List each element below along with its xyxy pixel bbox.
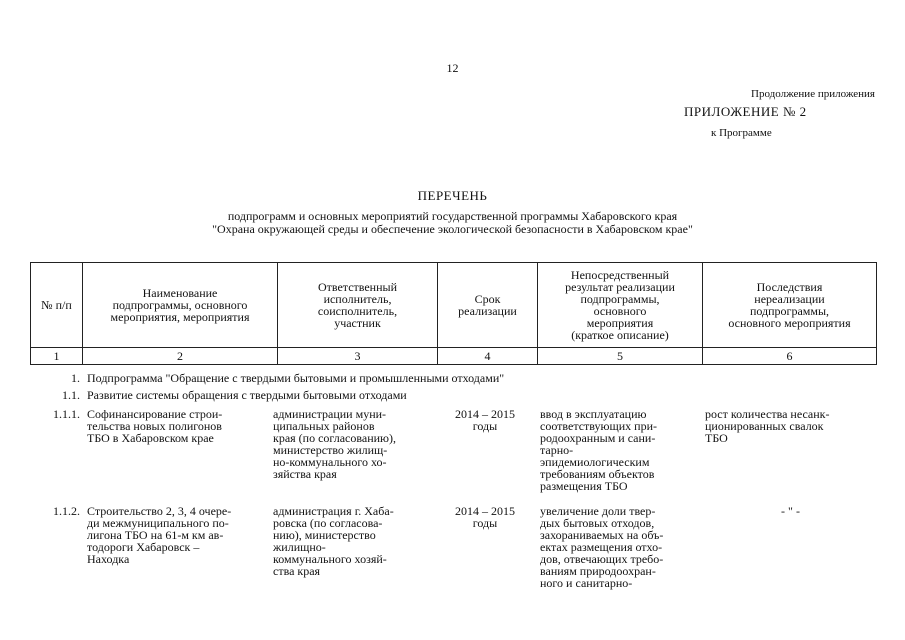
- column-header-line: участник: [334, 316, 381, 330]
- column-number: 5: [538, 348, 703, 365]
- column-header-line: мероприятия, мероприятия: [110, 310, 250, 324]
- cell-line: годы: [472, 516, 498, 530]
- cell-line: коммунального хозяй-: [273, 552, 387, 566]
- cell-line: дых бытовых отходов,: [540, 516, 655, 530]
- header-row: [31, 263, 877, 348]
- column-header: [703, 263, 877, 348]
- column-header-line: мероприятия: [586, 316, 654, 330]
- cell-line: соответствующих при-: [540, 419, 658, 433]
- row-number: 1.1.: [62, 388, 80, 402]
- column-header: [31, 263, 83, 348]
- cell-line: ввод в эксплуатацию: [540, 407, 647, 421]
- column-header-line: подпрограммы,: [749, 304, 830, 318]
- column-header-line: Ответственный: [317, 280, 398, 294]
- cell-line: ди межмуниципального по-: [87, 516, 229, 530]
- cell-line: ционированных свалок: [705, 419, 824, 433]
- cell-line: ства края: [273, 564, 321, 578]
- column-number-row: [31, 348, 877, 365]
- cell-line: жилищно-: [273, 540, 326, 554]
- term: [435, 505, 535, 529]
- column-header-line: подпрограммы, основного: [112, 298, 248, 312]
- cell-line: ного и санитарно-: [540, 576, 633, 590]
- column-number: 1: [31, 348, 83, 365]
- column-header-line: реализации: [458, 304, 517, 318]
- table-body: [30, 372, 876, 605]
- column-header-line: Срок: [474, 292, 501, 306]
- column-header-line: результат реализации: [565, 280, 675, 294]
- consequence: [705, 505, 876, 517]
- cell-line: захораниваемых на объ-: [540, 528, 664, 542]
- cell-line: ектах размещения отхо-: [540, 540, 663, 554]
- column-header-line: (краткое описание): [571, 328, 669, 342]
- subtitle-line: подпрограмм и основных мероприятий государственной программы Хабаровского края: [227, 209, 678, 223]
- cell-line: рост количества несанк-: [705, 407, 830, 421]
- table-header: [30, 262, 877, 365]
- cell-line: размещения ТБО: [540, 479, 628, 493]
- section-title: Подпрограмма "Обращение с твердыми бытовыми и промышленными отходами": [87, 371, 505, 385]
- column-header-line: подпрограммы,: [580, 292, 660, 306]
- appendix-subtitle: к Программе: [711, 127, 772, 139]
- cell-line: родоохранным и сани-: [540, 431, 656, 445]
- column-header-line: основного: [593, 304, 647, 318]
- column-header: [538, 263, 703, 348]
- subtitle-line: "Охрана окружающей среды и обеспечение экологической безопасности в Хабаровском крае": [212, 222, 693, 236]
- cell-line: тарно-: [540, 443, 574, 457]
- column-header: [83, 263, 278, 348]
- appendix-title: ПРИЛОЖЕНИЕ № 2: [684, 104, 807, 119]
- consequence: [705, 408, 876, 444]
- column-header-line: № п/п: [41, 298, 72, 312]
- section-row: [30, 372, 876, 389]
- cell-line: зяйства края: [273, 467, 337, 481]
- column-header-line: Последствия: [756, 280, 823, 294]
- table-row: [30, 408, 876, 505]
- cell-line: 2014 – 2015: [455, 504, 515, 518]
- document-title: ПЕРЕЧЕНЬ: [417, 188, 488, 203]
- cell-line: дов, отвечающих требо-: [540, 552, 664, 566]
- cell-line: годы: [472, 419, 498, 433]
- result: [540, 505, 700, 589]
- column-number: 3: [278, 348, 438, 365]
- cell-line: администрации муни-: [273, 407, 387, 421]
- column-number: 2: [83, 348, 278, 365]
- cell-line: ТБО: [705, 431, 728, 445]
- cell-line: лигона ТБО на 61-м км ав-: [87, 528, 224, 542]
- table-row: [30, 505, 876, 605]
- section-row: [30, 389, 876, 408]
- term: [435, 408, 535, 432]
- cell-line: тельства новых полигонов: [87, 419, 222, 433]
- cell-line: требованиям объектов: [540, 467, 655, 481]
- column-number: 6: [703, 348, 877, 365]
- column-number: 4: [438, 348, 538, 365]
- cell-line: министерство жилищ-: [273, 443, 388, 457]
- column-header-line: основного мероприятия: [728, 316, 851, 330]
- cell-line: Находка: [87, 552, 130, 566]
- row-number: 1.1.2.: [53, 504, 80, 518]
- cell-line: эпидемиологическим: [540, 455, 650, 469]
- result: [540, 408, 700, 492]
- column-header-line: Непосредственный: [570, 268, 670, 282]
- executor: [273, 505, 433, 577]
- cell-line: тодороги Хабаровск –: [87, 540, 200, 554]
- cell-line: 2014 – 2015: [455, 407, 515, 421]
- row-number: 1.: [71, 371, 80, 385]
- cell-line: ровска (по согласова-: [273, 516, 383, 530]
- document-subtitle: [0, 210, 905, 236]
- column-header-line: нереализации: [754, 292, 825, 306]
- cell-line: нию), министерство: [273, 528, 376, 542]
- measure-name: [87, 408, 277, 444]
- cell-line: увеличение доли твер-: [540, 504, 656, 518]
- measure-name: [87, 505, 277, 565]
- cell-line: ТБО в Хабаровском крае: [87, 431, 214, 445]
- column-header-line: Наименование: [142, 286, 218, 300]
- column-header-line: соисполнитель,: [317, 304, 398, 318]
- column-header-line: исполнитель,: [323, 292, 392, 306]
- cell-line: - " -: [781, 504, 800, 518]
- cell-line: Софинансирование строи-: [87, 407, 223, 421]
- page-number: 12: [446, 61, 459, 75]
- section-title: Развитие системы обращения с твердыми бытовыми отходами: [87, 388, 407, 402]
- row-number: 1.1.1.: [53, 407, 80, 421]
- column-header: [278, 263, 438, 348]
- executor: [273, 408, 433, 480]
- cell-line: администрация г. Хаба-: [273, 504, 394, 518]
- cell-line: но-коммунального хо-: [273, 455, 387, 469]
- column-header: [438, 263, 538, 348]
- cell-line: ваниям природоохран-: [540, 564, 656, 578]
- cell-line: края (по согласованию),: [273, 431, 397, 445]
- continuation-note: Продолжение приложения: [751, 88, 875, 100]
- cell-line: Строительство 2, 3, 4 очере-: [87, 504, 232, 518]
- cell-line: ципальных районов: [273, 419, 375, 433]
